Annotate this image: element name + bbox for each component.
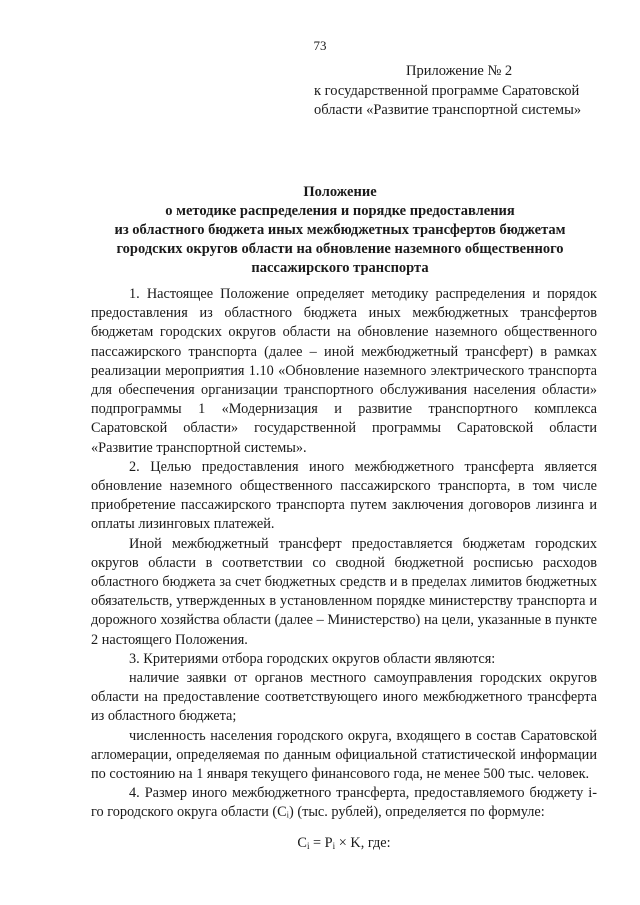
appendix-number: Приложение № 2 — [406, 63, 513, 79]
title-line: о методике распределения и порядке предоставления — [165, 203, 515, 219]
appendix-header — [314, 62, 614, 121]
title-line: из областного бюджета иных межбюджетных трансфертов бюджетам — [114, 222, 566, 238]
formula-tail: , где: — [360, 834, 391, 851]
formula-eq: = — [309, 834, 325, 851]
paragraph-4: 3. Критериями отбора городских округов области являются: — [129, 650, 496, 667]
title-line: пассажирского транспорта — [251, 260, 429, 276]
appendix-line: к государственной программе Саратовской — [314, 82, 580, 99]
document-title — [80, 183, 600, 278]
paragraph-7: 4. Размер иного межбюджетного трансферта, предоставляемого бюджету i-го городского округа области (Cᵢ) (тыс. рублей), определяется по формуле: — [91, 785, 597, 821]
page-number: 73 — [313, 38, 327, 53]
document-body — [91, 285, 597, 853]
formula-c-index: i — [306, 840, 310, 851]
paragraph-6: численность населения городского округа, входящего в состав Саратовской агломерации, определяемая по данным официальной статистической информации по состоянию на 1 января текущего финансового года, не менее 500 тыс. человек. — [91, 727, 597, 783]
formula-c: C — [297, 834, 307, 851]
formula-times: × — [335, 834, 351, 851]
formula-p-index: i — [332, 840, 336, 851]
title-line: Положение — [303, 184, 377, 200]
formula-k: K — [350, 834, 361, 851]
formula-p: P — [324, 834, 333, 851]
formula — [91, 834, 597, 853]
paragraph-5: наличие заявки от органов местного самоуправления городских округов области на предоставление соответствующего иного межбюджетного трансферта из областного бюджета; — [91, 670, 597, 725]
appendix-line: области «Развитие транспортной системы» — [314, 102, 582, 118]
paragraph-1: 1. Настоящее Положение определяет методику распределения и порядок предоставления из областного бюджета иных межбюджетных трансфертов бюджетам городских округов области на обновление наземного общественного пассажирского транспорта (далее – иной межбюджетный трансферт) в рамках реализации мероприятия 1.10 «Обновление наземного электрического транспорта для обеспечения организации транспортного обслуживания населения области» подпрограммы 1 «Модернизация и развитие транспортного комплекса Саратовской области» государственной программы Саратовской области «Развитие транспортной системы». — [91, 286, 597, 456]
paragraph-2: 2. Целью предоставления иного межбюджетного трансферта является обновление наземного общественного пассажирского транспорта, в том числе приобретение пассажирского транспорта путем заключения договоров лизинга и оплаты лизинговых платежей. — [91, 458, 597, 533]
paragraph-3: Иной межбюджетный трансферт предоставляется бюджетам городских округов области в соответствии со сводной бюджетной росписью расходов областного бюджета за счет бюджетных средств и в пределах лимитов бюджетных обязательств, утвержденных в установленном порядке министерству транспорта и дорожного хозяйства области (далее – Министерство) на цели, указанные в пункте 2 настоящего Положения. — [91, 535, 597, 648]
title-line: городских округов области на обновление наземного общественного — [116, 241, 564, 257]
